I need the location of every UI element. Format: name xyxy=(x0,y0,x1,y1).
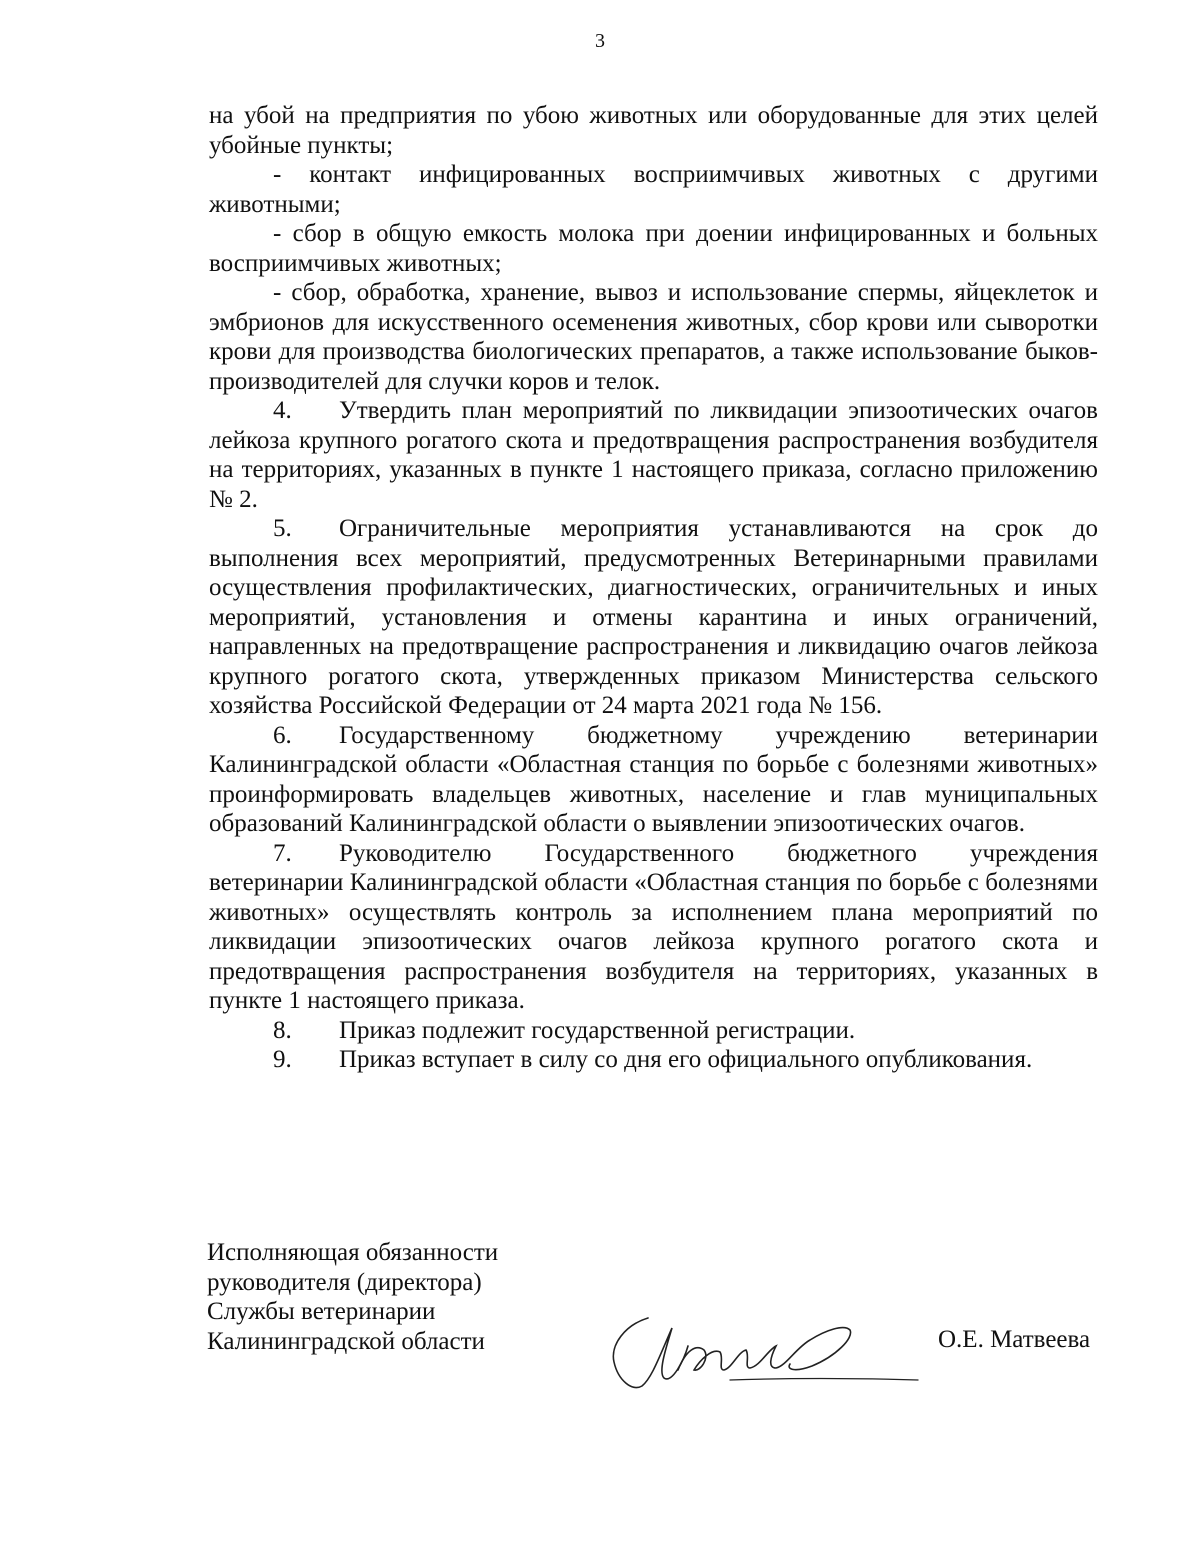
list-item-dash: - сбор, обработка, хранение, вывоз и использование спермы, яйцеклеток и эмбрионов для искусственного осеменения животных, сбор крови или сыворотки крови для производства биологических препаратов, а также использование быков-производителей для случки коров и телок. xyxy=(209,279,1098,395)
signer-title-line: Исполняющая обязанности xyxy=(207,1239,499,1266)
item-text: Ограничительные мероприятия устанавливаются на срок до выполнения всех мероприятий, предусмотренных Ветеринарными правилами осуществления профилактических, диагностических, ограничительных и иных мероприятий, установления и отмены карантина и иных ограничений, направленных на предотвращение распространения и ликвидацию очагов лейкоза крупного рогатого скота, утвержденных приказом Министерства сельского хозяйства Российской Федерации от 24 марта 2021 года № 156. xyxy=(209,515,1098,719)
numbered-item-8 xyxy=(209,1016,1098,1046)
item-number: 9. xyxy=(273,1046,292,1073)
signer-title-line: руководителя (директора) xyxy=(207,1268,482,1296)
signer-title-line: Калининградской области xyxy=(207,1327,485,1355)
item-number: 6. xyxy=(273,721,292,749)
item-number: 8. xyxy=(273,1016,292,1044)
list-item-dash: - контакт инфицированных восприимчивых животных с другими животными; xyxy=(209,161,1098,218)
item-number: 4. xyxy=(273,397,292,424)
numbered-item-7 xyxy=(209,839,1098,1016)
item-text: Государственному бюджетному учреждению ветеринарии Калининградской области «Областная станция по борьбе с болезнями животных» проинформировать владельцев животных, население и глав муниципальных образований Калининградской области о выявлении эпизоотических очагов. xyxy=(209,721,1098,837)
numbered-item-5 xyxy=(209,514,1098,721)
item-text: Утвердить план мероприятий по ликвидации эпизоотических очагов лейкоза крупного рогатого скота и предотвращения распространения возбудителя на территориях, указанных в пункте 1 настоящего приказа, согласно приложению № 2. xyxy=(209,397,1098,513)
numbered-item-9 xyxy=(209,1045,1098,1075)
numbered-item-6 xyxy=(209,721,1098,839)
list-item-dash: - сбор в общую емкость молока при доении инфицированных и больных восприимчивых животных; xyxy=(209,220,1098,277)
handwritten-signature xyxy=(600,1300,930,1410)
item-text: Приказ подлежит государственной регистрации. xyxy=(339,1016,856,1044)
item-text: Руководителю Государственного бюджетного учреждения ветеринарии Калининградской области «Областная станция по борьбе с болезнями животных» осуществлять контроль за исполнением плана мероприятий по ликвидации эпизоотических очагов лейкоза крупного рогатого скота и предотвращения распространения возбудителя на территориях, указанных в пункте 1 настоящего приказа. xyxy=(209,839,1098,1014)
signer-title xyxy=(207,1238,498,1356)
item-number: 7. xyxy=(273,839,292,867)
item-text: Приказ вступает в силу со дня его официального опубликования. xyxy=(339,1046,1033,1073)
document-body xyxy=(209,101,1098,1075)
item-number: 5. xyxy=(273,515,292,542)
signer-title-line: Службы ветеринарии xyxy=(207,1298,436,1325)
numbered-item-4 xyxy=(209,396,1098,514)
page-number: 3 xyxy=(595,30,605,52)
signer-name: О.Е. Матвеева xyxy=(938,1326,1091,1353)
paragraph-continuation: на убой на предприятия по убою животных или оборудованные для этих целей убойные пункты; xyxy=(209,102,1098,159)
